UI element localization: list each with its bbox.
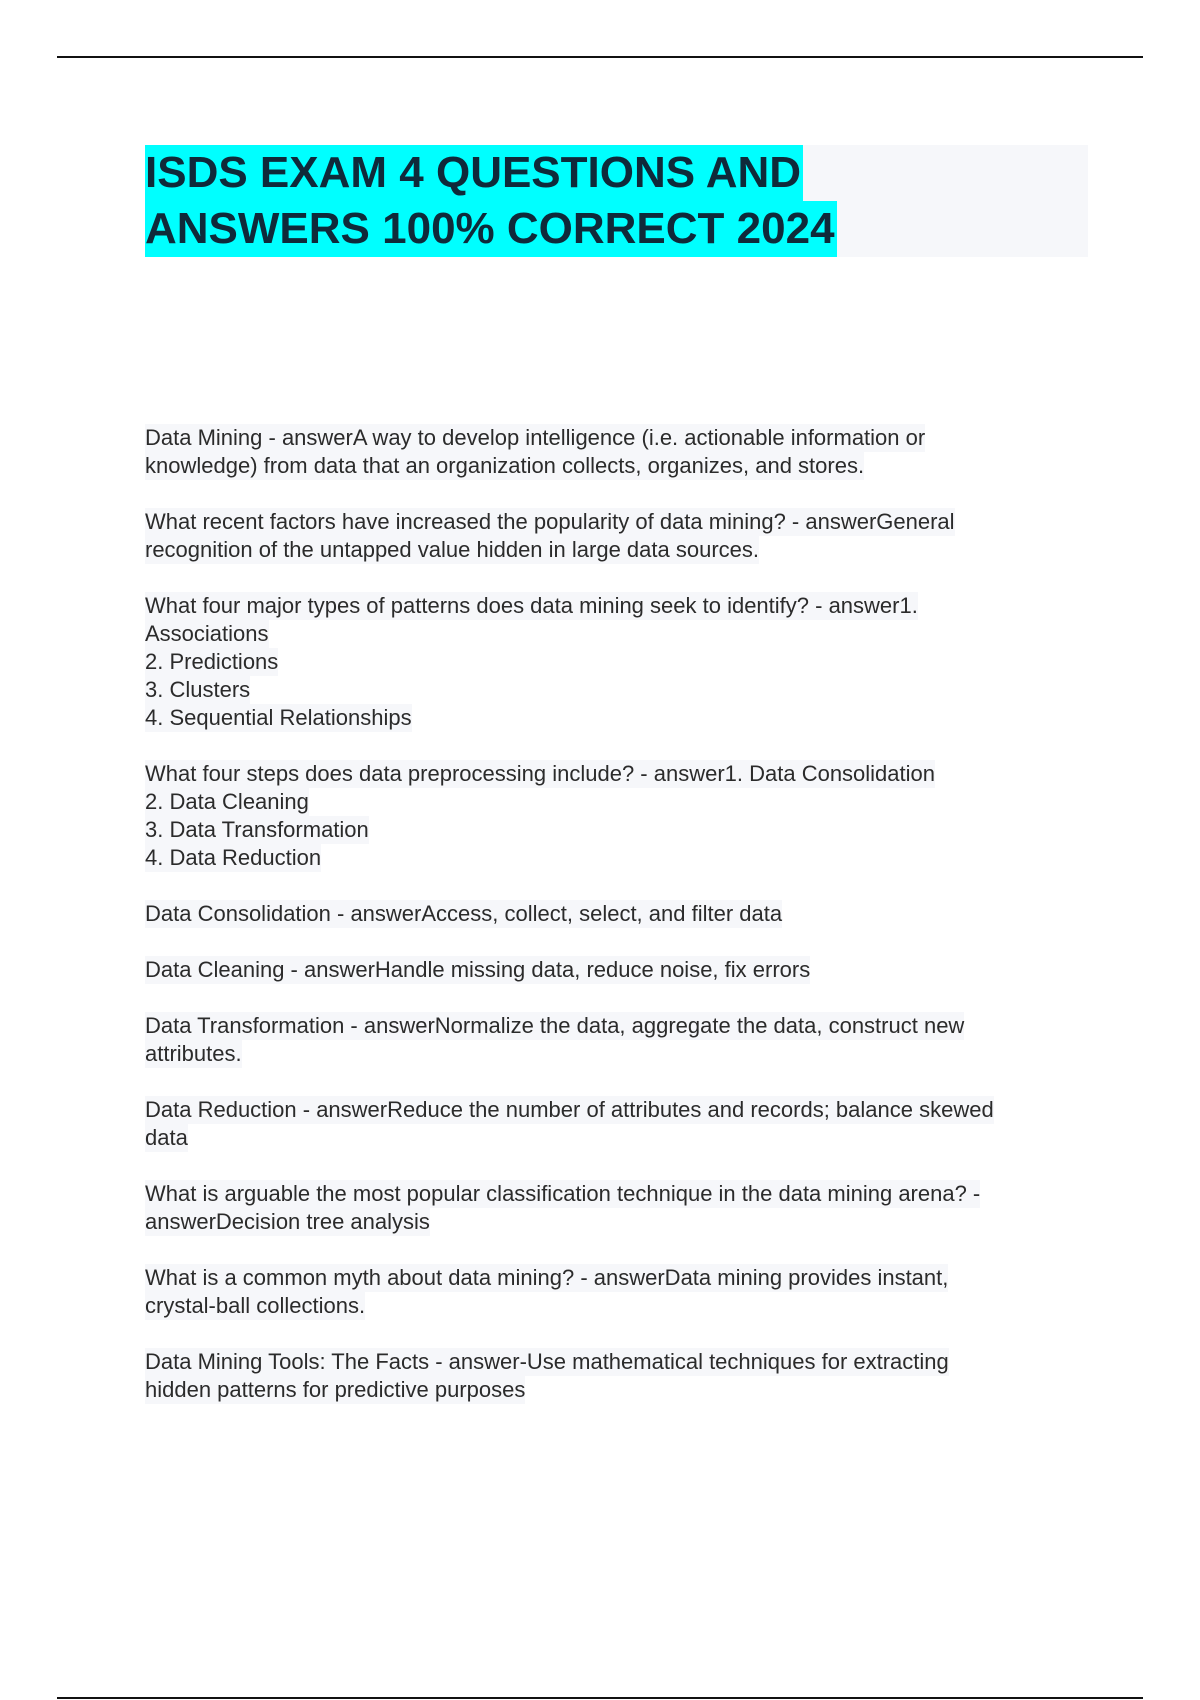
title-line-1: ISDS EXAM 4 QUESTIONS AND [145, 145, 803, 201]
qa-text-line: 3. Clusters [145, 677, 251, 702]
top-rule [57, 56, 1143, 58]
qa-text-line: hidden patterns for predictive purposes [145, 1377, 526, 1402]
qa-entry [145, 900, 1095, 928]
qa-text-line: 2. Data Cleaning [145, 789, 309, 814]
qa-text-line: What is arguable the most popular classification technique in the data mining arena? - [145, 1181, 981, 1206]
qa-entry [145, 1180, 1095, 1236]
qa-text-line: 2. Predictions [145, 649, 279, 674]
qa-entry [145, 424, 1095, 480]
qa-text-line: 4. Data Reduction [145, 845, 322, 870]
qa-text-line: Data Consolidation - answerAccess, collect, select, and filter data [145, 901, 783, 926]
qa-text-line: 4. Sequential Relationships [145, 705, 412, 730]
qa-entry [145, 1096, 1095, 1152]
qa-text-line: attributes. [145, 1041, 242, 1066]
qa-text-line: Data Mining Tools: The Facts - answer-Use mathematical techniques for extracting [145, 1349, 949, 1374]
qa-entry [145, 1348, 1095, 1404]
qa-entry [145, 1012, 1095, 1068]
qa-text-line: Data Cleaning - answerHandle missing data, reduce noise, fix errors [145, 957, 811, 982]
qa-entry [145, 956, 1095, 984]
qa-entry [145, 592, 1095, 732]
qa-text-line: knowledge) from data that an organization collects, organizes, and stores. [145, 453, 865, 478]
qa-text-line: What is a common myth about data mining? - answerData mining provides instant, [145, 1265, 949, 1290]
bottom-rule [57, 1697, 1143, 1699]
document-title [145, 145, 1088, 257]
qa-text-line: data [145, 1125, 188, 1150]
qa-text-line: What recent factors have increased the popularity of data mining? - answerGeneral [145, 509, 955, 534]
qa-text-line: 3. Data Transformation [145, 817, 369, 842]
qa-list [145, 424, 1095, 1432]
qa-text-line: Data Mining - answerA way to develop intelligence (i.e. actionable information or [145, 425, 926, 450]
qa-text-line: What four steps does data preprocessing include? - answer1. Data Consolidation [145, 761, 936, 786]
qa-text-line: Associations [145, 621, 269, 646]
qa-entry [145, 760, 1095, 872]
qa-text-line: What four major types of patterns does data mining seek to identify? - answer1. [145, 593, 918, 618]
qa-entry [145, 508, 1095, 564]
qa-text-line: Data Reduction - answerReduce the number of attributes and records; balance skewed [145, 1097, 994, 1122]
qa-entry [145, 1264, 1095, 1320]
qa-text-line: recognition of the untapped value hidden in large data sources. [145, 537, 759, 562]
qa-text-line: Data Transformation - answerNormalize the data, aggregate the data, construct new [145, 1013, 965, 1038]
qa-text-line: answerDecision tree analysis [145, 1209, 430, 1234]
title-line-2: ANSWERS 100% CORRECT 2024 [145, 201, 837, 257]
qa-text-line: crystal-ball collections. [145, 1293, 366, 1318]
